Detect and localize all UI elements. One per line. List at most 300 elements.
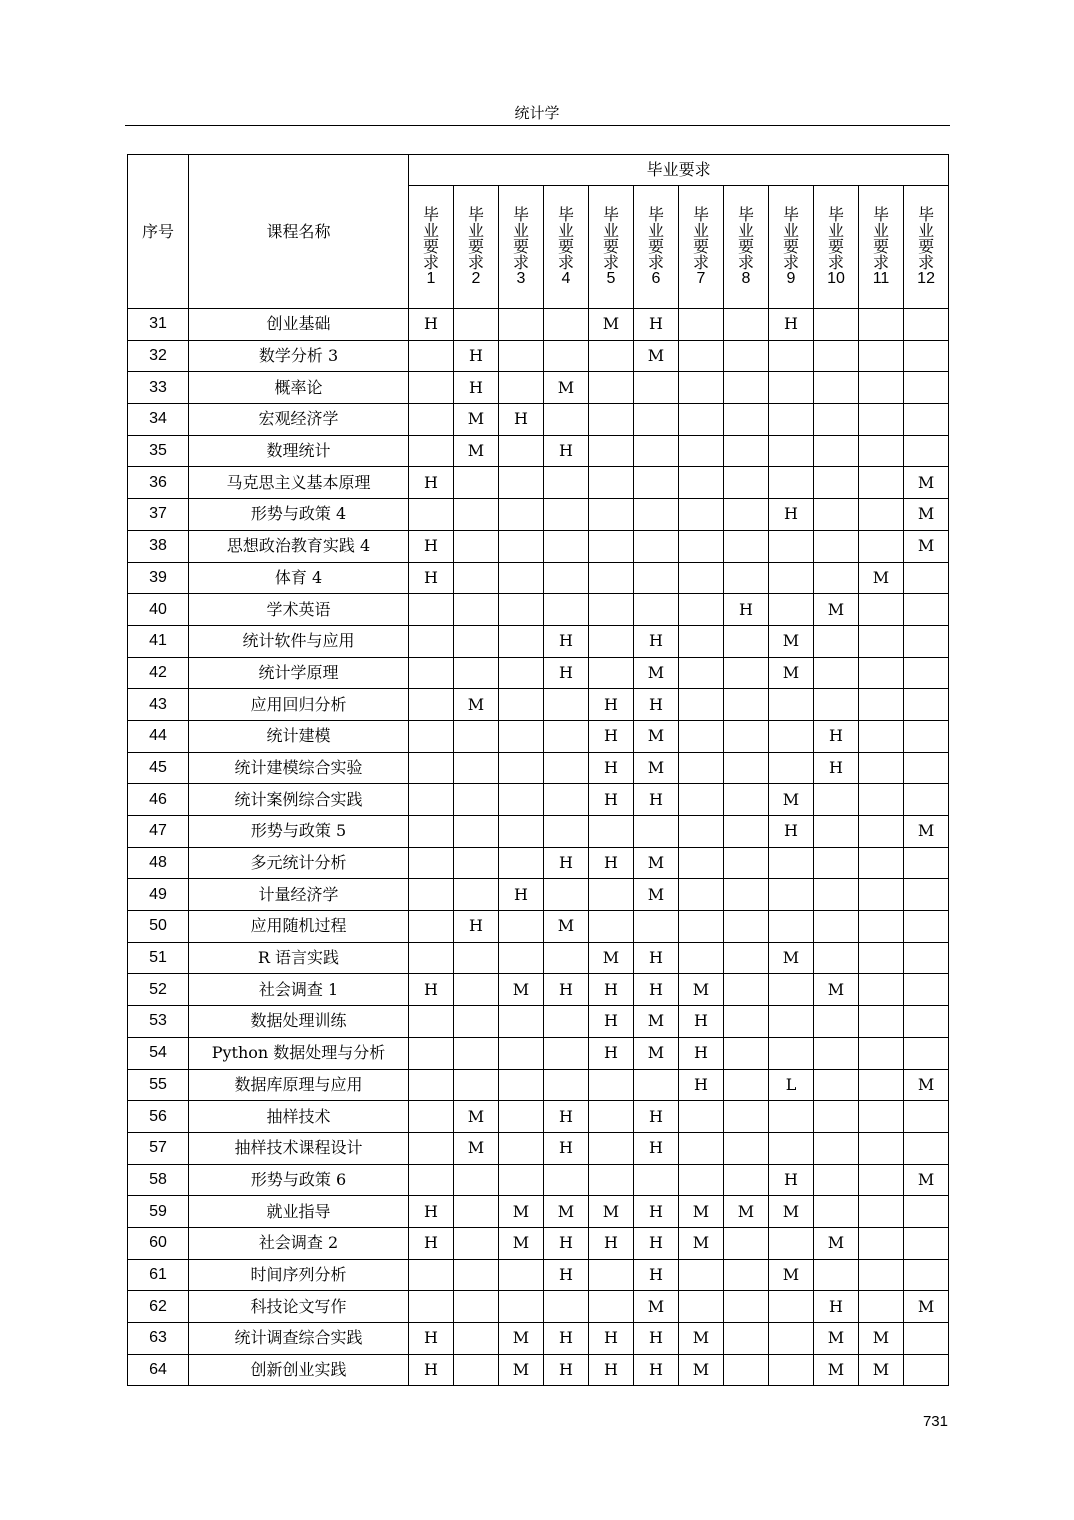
column-header-course-name: 课程名称 <box>189 155 409 309</box>
requirement-level-cell <box>724 625 769 657</box>
row-index: 61 <box>128 1259 189 1291</box>
requirement-level-cell <box>589 1291 634 1323</box>
requirement-level-cell <box>679 435 724 467</box>
row-index: 54 <box>128 1037 189 1069</box>
requirement-level-cell <box>814 499 859 531</box>
requirement-level-cell <box>679 816 724 848</box>
requirement-level-cell <box>589 562 634 594</box>
requirement-level-cell: M <box>814 594 859 626</box>
requirement-level-cell <box>634 911 679 943</box>
table-row <box>128 435 949 467</box>
requirement-level-cell <box>859 1069 904 1101</box>
requirement-level-cell <box>859 1132 904 1164</box>
requirement-level-cell <box>499 752 544 784</box>
course-name: 宏观经济学 <box>189 404 409 436</box>
requirement-level-cell: M <box>589 309 634 341</box>
row-index: 53 <box>128 1006 189 1038</box>
requirement-level-cell <box>589 1132 634 1164</box>
requirement-level-cell: H <box>409 974 454 1006</box>
column-header-requirement <box>769 186 814 309</box>
requirement-level-cell <box>499 720 544 752</box>
requirement-level-cell <box>769 372 814 404</box>
row-index: 64 <box>128 1354 189 1386</box>
row-index: 55 <box>128 1069 189 1101</box>
requirement-level-cell <box>499 689 544 721</box>
requirement-level-cell <box>859 816 904 848</box>
requirement-level-cell <box>904 435 949 467</box>
requirement-level-cell: H <box>769 816 814 848</box>
requirement-level-cell <box>454 1354 499 1386</box>
requirement-header-char: 求 <box>872 253 889 272</box>
requirement-level-cell <box>904 720 949 752</box>
course-name: 形势与政策 6 <box>189 1164 409 1196</box>
requirement-level-cell: M <box>814 1227 859 1259</box>
requirement-level-cell: H <box>679 1037 724 1069</box>
requirement-level-cell <box>814 309 859 341</box>
requirement-level-cell: M <box>634 847 679 879</box>
requirement-level-cell: M <box>904 467 949 499</box>
requirement-level-cell <box>409 1164 454 1196</box>
table-row <box>128 689 949 721</box>
requirement-level-cell: M <box>634 657 679 689</box>
requirement-level-cell <box>409 1069 454 1101</box>
column-header-requirement <box>904 186 949 309</box>
requirement-level-cell <box>409 340 454 372</box>
course-name: 形势与政策 5 <box>189 816 409 848</box>
requirement-level-cell: H <box>589 689 634 721</box>
table-row <box>128 372 949 404</box>
requirement-level-cell <box>544 784 589 816</box>
requirement-level-cell <box>724 879 769 911</box>
requirement-level-cell <box>769 340 814 372</box>
requirement-level-cell <box>499 942 544 974</box>
course-requirement-matrix <box>127 154 949 1386</box>
requirement-header-char: 毕 <box>827 205 844 224</box>
requirement-level-cell <box>769 1227 814 1259</box>
requirement-header-number: 12 <box>917 270 935 287</box>
requirement-level-cell: M <box>904 816 949 848</box>
requirement-level-cell <box>859 372 904 404</box>
requirement-level-cell <box>814 1132 859 1164</box>
requirement-level-cell: M <box>904 1164 949 1196</box>
course-name: 体育 4 <box>189 562 409 594</box>
requirement-level-cell <box>724 1227 769 1259</box>
requirement-level-cell <box>769 1354 814 1386</box>
requirement-level-cell <box>769 974 814 1006</box>
requirement-level-cell: M <box>634 340 679 372</box>
requirement-level-cell <box>589 1259 634 1291</box>
requirement-level-cell: H <box>589 1006 634 1038</box>
requirement-level-cell <box>409 1291 454 1323</box>
requirement-level-cell <box>769 1132 814 1164</box>
requirement-level-cell <box>724 1164 769 1196</box>
requirement-level-cell <box>589 467 634 499</box>
requirement-level-cell <box>724 1323 769 1355</box>
column-group-header-requirements: 毕业要求 <box>409 155 949 186</box>
requirement-level-cell <box>724 499 769 531</box>
requirement-level-cell: H <box>769 1164 814 1196</box>
requirement-level-cell: H <box>409 1323 454 1355</box>
requirement-level-cell <box>814 784 859 816</box>
running-header-title: 统计学 <box>514 104 560 122</box>
requirement-level-cell <box>454 1323 499 1355</box>
requirement-level-cell <box>859 1101 904 1133</box>
requirement-level-cell <box>679 372 724 404</box>
row-index: 40 <box>128 594 189 626</box>
table-row <box>128 340 949 372</box>
requirement-level-cell: H <box>589 1037 634 1069</box>
requirement-level-cell <box>814 1164 859 1196</box>
requirement-level-cell <box>679 404 724 436</box>
requirement-level-cell <box>454 752 499 784</box>
requirement-level-cell <box>454 974 499 1006</box>
requirement-header-char: 求 <box>422 253 439 272</box>
requirement-header-char: 业 <box>918 221 935 240</box>
requirement-level-cell <box>724 309 769 341</box>
requirement-level-cell: H <box>589 1227 634 1259</box>
course-name: 社会调查 1 <box>189 974 409 1006</box>
requirement-header-number: 6 <box>651 270 661 287</box>
column-header-requirement <box>814 186 859 309</box>
requirement-level-cell <box>904 784 949 816</box>
column-header-requirement <box>634 186 679 309</box>
requirement-level-cell <box>409 784 454 816</box>
requirement-level-cell <box>544 1291 589 1323</box>
requirement-header-char: 毕 <box>557 205 574 224</box>
requirement-level-cell: H <box>814 1291 859 1323</box>
requirement-level-cell <box>589 435 634 467</box>
requirement-level-cell <box>679 1132 724 1164</box>
requirement-header-number: 4 <box>561 270 571 287</box>
row-index: 36 <box>128 467 189 499</box>
requirement-level-cell: H <box>814 752 859 784</box>
requirement-level-cell: M <box>679 1227 724 1259</box>
requirement-header-char: 求 <box>557 253 574 272</box>
course-name: 数理统计 <box>189 435 409 467</box>
requirement-level-cell <box>454 625 499 657</box>
requirement-level-cell <box>724 752 769 784</box>
requirement-level-cell <box>634 499 679 531</box>
requirement-level-cell <box>769 1101 814 1133</box>
requirement-level-cell: H <box>589 752 634 784</box>
requirement-level-cell <box>454 309 499 341</box>
requirement-header-char: 要 <box>918 237 935 256</box>
requirement-level-cell <box>904 911 949 943</box>
requirement-level-cell <box>724 1069 769 1101</box>
requirement-level-cell: H <box>544 847 589 879</box>
requirement-level-cell: H <box>544 974 589 1006</box>
requirement-level-cell <box>499 816 544 848</box>
requirement-level-cell: M <box>499 1354 544 1386</box>
requirement-level-cell <box>724 1132 769 1164</box>
requirement-level-cell <box>679 467 724 499</box>
requirement-level-cell <box>724 847 769 879</box>
requirement-level-cell <box>409 594 454 626</box>
requirement-level-cell <box>544 942 589 974</box>
requirement-level-cell <box>814 625 859 657</box>
requirement-level-cell: H <box>544 657 589 689</box>
requirement-level-cell <box>724 974 769 1006</box>
requirement-level-cell: M <box>904 1291 949 1323</box>
requirement-level-cell <box>409 942 454 974</box>
requirement-header-char: 求 <box>512 253 529 272</box>
requirement-level-cell <box>724 657 769 689</box>
requirement-level-cell <box>724 689 769 721</box>
requirement-level-cell <box>454 784 499 816</box>
requirement-header-char: 要 <box>872 237 889 256</box>
requirement-level-cell <box>814 879 859 911</box>
course-name: 创业基础 <box>189 309 409 341</box>
requirement-level-cell <box>544 594 589 626</box>
requirement-level-cell <box>544 1069 589 1101</box>
requirement-level-cell <box>904 657 949 689</box>
course-name: 统计案例综合实践 <box>189 784 409 816</box>
requirement-level-cell: M <box>769 625 814 657</box>
requirement-level-cell <box>499 499 544 531</box>
requirement-level-cell <box>859 1291 904 1323</box>
requirement-level-cell <box>679 562 724 594</box>
requirement-level-cell <box>679 499 724 531</box>
requirement-header-number: 1 <box>426 270 436 287</box>
requirement-level-cell <box>544 309 589 341</box>
requirement-level-cell <box>769 911 814 943</box>
requirement-level-cell: H <box>454 911 499 943</box>
requirement-level-cell <box>454 1291 499 1323</box>
requirement-level-cell <box>454 530 499 562</box>
requirement-level-cell: M <box>634 720 679 752</box>
requirement-level-cell <box>859 942 904 974</box>
requirement-level-cell: H <box>634 1101 679 1133</box>
requirement-level-cell: M <box>679 1196 724 1228</box>
row-index: 45 <box>128 752 189 784</box>
requirement-level-cell <box>679 752 724 784</box>
table-row <box>128 1259 949 1291</box>
course-name: 科技论文写作 <box>189 1291 409 1323</box>
requirement-level-cell <box>634 1069 679 1101</box>
row-index: 49 <box>128 879 189 911</box>
requirement-level-cell <box>634 530 679 562</box>
requirement-header-char: 业 <box>602 221 619 240</box>
table-row <box>128 594 949 626</box>
course-name: 统计调查综合实践 <box>189 1323 409 1355</box>
course-name: 抽样技术 <box>189 1101 409 1133</box>
row-index: 31 <box>128 309 189 341</box>
requirement-header-char: 毕 <box>918 205 935 224</box>
requirement-level-cell <box>454 1227 499 1259</box>
requirement-level-cell: H <box>544 1101 589 1133</box>
requirement-level-cell <box>769 752 814 784</box>
requirement-level-cell <box>814 689 859 721</box>
requirement-header-char: 要 <box>467 237 484 256</box>
requirement-level-cell <box>679 942 724 974</box>
requirement-level-cell <box>499 1259 544 1291</box>
requirement-level-cell: M <box>454 1132 499 1164</box>
requirement-level-cell <box>679 879 724 911</box>
requirement-level-cell <box>724 720 769 752</box>
requirement-header-char: 毕 <box>422 205 439 224</box>
requirement-header-char: 业 <box>827 221 844 240</box>
table-row <box>128 1132 949 1164</box>
requirement-level-cell <box>409 657 454 689</box>
requirement-level-cell <box>454 657 499 689</box>
requirement-level-cell: H <box>499 404 544 436</box>
requirement-level-cell <box>814 657 859 689</box>
row-index: 50 <box>128 911 189 943</box>
requirement-level-cell <box>454 499 499 531</box>
requirement-level-cell <box>769 847 814 879</box>
requirement-level-cell <box>499 1164 544 1196</box>
course-name: 数据处理训练 <box>189 1006 409 1038</box>
requirement-level-cell <box>499 1006 544 1038</box>
row-index: 48 <box>128 847 189 879</box>
requirement-level-cell <box>454 1259 499 1291</box>
course-name: 数据库原理与应用 <box>189 1069 409 1101</box>
requirement-level-cell: H <box>634 942 679 974</box>
row-index: 35 <box>128 435 189 467</box>
requirement-header-number: 3 <box>516 270 526 287</box>
requirement-level-cell <box>814 942 859 974</box>
requirement-level-cell <box>634 1164 679 1196</box>
requirement-level-cell <box>679 720 724 752</box>
requirement-level-cell <box>409 435 454 467</box>
requirement-level-cell: M <box>814 1323 859 1355</box>
requirement-level-cell: M <box>499 974 544 1006</box>
requirement-level-cell: M <box>454 404 499 436</box>
requirement-level-cell <box>499 562 544 594</box>
requirement-level-cell <box>904 1037 949 1069</box>
row-index: 58 <box>128 1164 189 1196</box>
course-name: 学术英语 <box>189 594 409 626</box>
row-index: 47 <box>128 816 189 848</box>
table-row <box>128 625 949 657</box>
requirement-level-cell <box>634 435 679 467</box>
requirement-level-cell: H <box>589 974 634 1006</box>
requirement-level-cell: M <box>544 911 589 943</box>
requirement-level-cell <box>859 784 904 816</box>
requirement-level-cell <box>589 1101 634 1133</box>
requirement-level-cell <box>634 467 679 499</box>
requirement-level-cell <box>589 879 634 911</box>
requirement-level-cell <box>814 435 859 467</box>
requirement-level-cell <box>454 879 499 911</box>
table-row <box>128 499 949 531</box>
requirement-level-cell: H <box>499 879 544 911</box>
requirement-level-cell: H <box>409 1196 454 1228</box>
requirement-header-char: 业 <box>737 221 754 240</box>
table-row <box>128 942 949 974</box>
requirement-level-cell <box>499 625 544 657</box>
requirement-level-cell: H <box>589 1354 634 1386</box>
table-row <box>128 309 949 341</box>
column-header-requirement <box>499 186 544 309</box>
requirement-level-cell <box>769 562 814 594</box>
requirement-level-cell <box>679 625 724 657</box>
requirement-level-cell: H <box>679 1006 724 1038</box>
requirement-level-cell: H <box>589 1323 634 1355</box>
requirement-level-cell: M <box>769 1259 814 1291</box>
requirement-level-cell <box>544 404 589 436</box>
requirement-level-cell <box>859 625 904 657</box>
requirement-level-cell: M <box>769 657 814 689</box>
requirement-level-cell: M <box>589 1196 634 1228</box>
requirement-header-char: 要 <box>422 237 439 256</box>
requirement-header-char: 业 <box>647 221 664 240</box>
table-row <box>128 974 949 1006</box>
requirement-level-cell <box>724 1354 769 1386</box>
requirement-level-cell <box>724 467 769 499</box>
requirement-level-cell <box>499 1069 544 1101</box>
requirement-level-cell: M <box>904 1069 949 1101</box>
requirement-level-cell <box>814 1196 859 1228</box>
table-row <box>128 562 949 594</box>
requirement-level-cell: H <box>544 1132 589 1164</box>
requirement-level-cell <box>904 594 949 626</box>
requirement-level-cell: M <box>904 499 949 531</box>
requirement-level-cell <box>724 1259 769 1291</box>
table-row <box>128 1196 949 1228</box>
row-index: 56 <box>128 1101 189 1133</box>
requirement-level-cell <box>814 530 859 562</box>
requirement-level-cell: M <box>634 879 679 911</box>
requirement-level-cell <box>544 340 589 372</box>
course-name: 时间序列分析 <box>189 1259 409 1291</box>
requirement-level-cell <box>679 657 724 689</box>
requirement-level-cell: M <box>859 1354 904 1386</box>
requirement-header-char: 要 <box>647 237 664 256</box>
requirement-header-char: 毕 <box>512 205 529 224</box>
requirement-level-cell: H <box>589 720 634 752</box>
requirement-level-cell <box>859 1196 904 1228</box>
requirement-header-char: 业 <box>782 221 799 240</box>
requirement-level-cell <box>589 657 634 689</box>
column-header-requirement <box>859 186 904 309</box>
requirement-level-cell: H <box>634 1323 679 1355</box>
requirement-level-cell <box>724 1291 769 1323</box>
row-index: 43 <box>128 689 189 721</box>
requirement-level-cell <box>769 720 814 752</box>
page-number: 731 <box>922 1413 948 1430</box>
course-name: 计量经济学 <box>189 879 409 911</box>
requirement-level-cell: H <box>589 784 634 816</box>
requirement-level-cell: M <box>679 974 724 1006</box>
requirement-level-cell <box>589 499 634 531</box>
requirement-level-cell <box>814 816 859 848</box>
requirement-level-cell <box>814 467 859 499</box>
requirement-level-cell <box>454 1037 499 1069</box>
requirement-level-cell <box>499 784 544 816</box>
requirement-level-cell <box>904 689 949 721</box>
column-header-requirement <box>409 186 454 309</box>
requirement-level-cell <box>859 720 904 752</box>
requirement-level-cell <box>769 530 814 562</box>
requirement-level-cell <box>544 499 589 531</box>
requirement-level-cell <box>859 530 904 562</box>
requirement-level-cell <box>904 562 949 594</box>
requirement-header-char: 毕 <box>602 205 619 224</box>
requirement-level-cell <box>724 562 769 594</box>
row-index: 41 <box>128 625 189 657</box>
table-row <box>128 1006 949 1038</box>
requirement-level-cell <box>814 1259 859 1291</box>
requirement-level-cell: M <box>769 942 814 974</box>
requirement-level-cell <box>724 404 769 436</box>
requirement-level-cell <box>904 1006 949 1038</box>
requirement-level-cell <box>724 784 769 816</box>
requirement-level-cell: M <box>814 974 859 1006</box>
requirement-level-cell <box>859 752 904 784</box>
requirement-level-cell <box>499 309 544 341</box>
requirement-level-cell <box>724 911 769 943</box>
